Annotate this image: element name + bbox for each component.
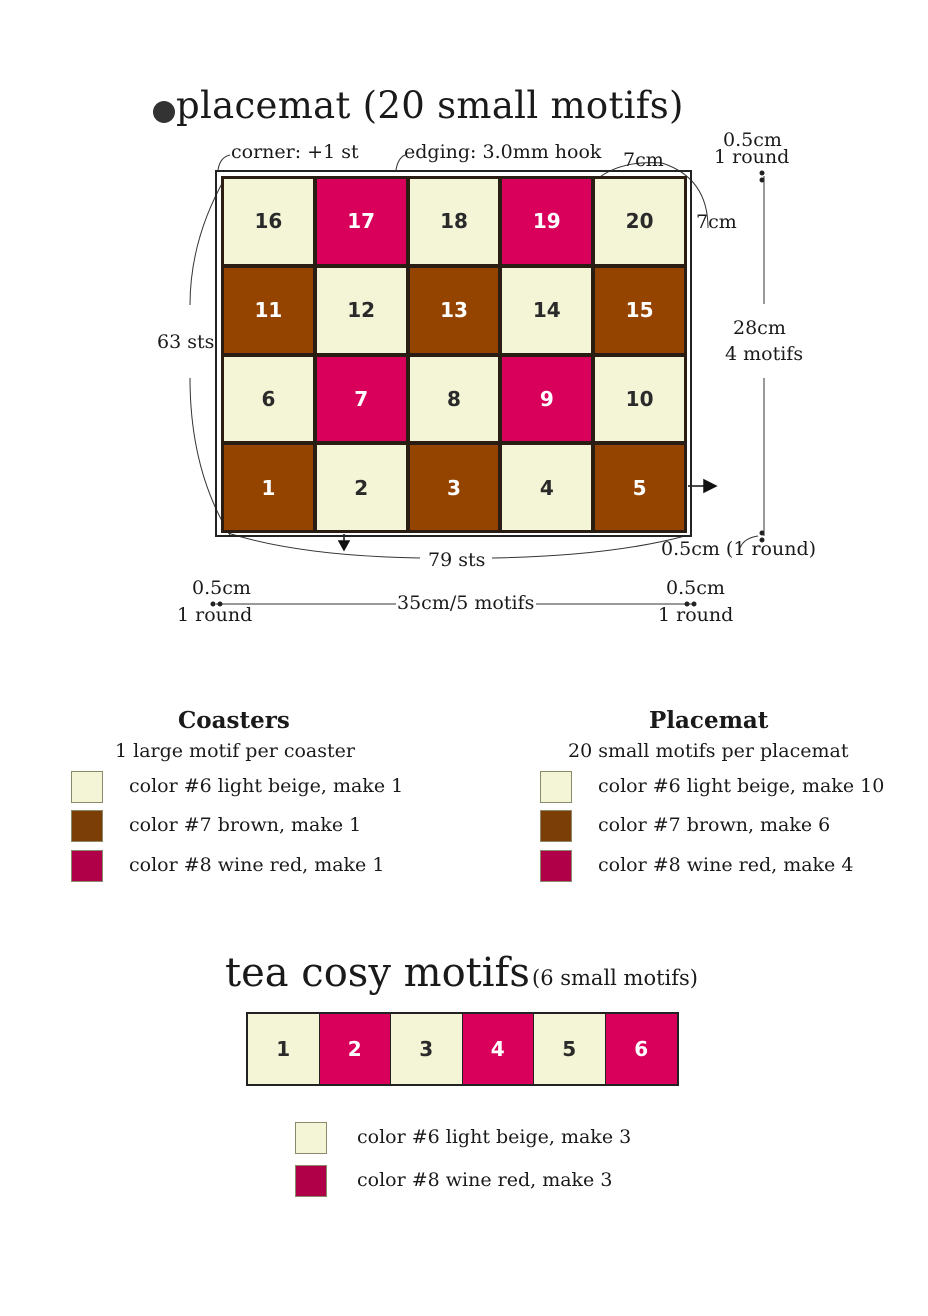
motif-4: 4	[502, 445, 591, 530]
height-motifs-label: 4 motifs	[725, 343, 804, 365]
coasters-subheading: 1 large motif per coaster	[115, 740, 355, 762]
motif-8: 8	[410, 357, 499, 442]
left-stitches-label: 63 sts	[157, 331, 215, 353]
motif-height-label: 7cm	[696, 211, 737, 233]
motif-19: 19	[502, 179, 591, 264]
height-cm-label: 28cm	[733, 317, 786, 339]
tea-cosy-motif-1: 1	[248, 1014, 320, 1084]
swatch-label: color #8 wine red, make 3	[357, 1169, 613, 1191]
motif-14: 14	[502, 268, 591, 353]
placemat-title: placemat (20 small motifs)	[176, 84, 684, 127]
edge-top-cm-label: 0.5cm	[723, 129, 782, 151]
tea-cosy-motif-4: 4	[463, 1014, 535, 1084]
motif-7: 7	[317, 357, 406, 442]
swatch-label: color #8 wine red, make 4	[598, 854, 854, 876]
motif-12: 12	[317, 268, 406, 353]
motif-3: 3	[410, 445, 499, 530]
swatch-label: color #6 light beige, make 3	[357, 1126, 632, 1148]
swatch-wine	[71, 850, 103, 882]
swatch-brown	[71, 810, 103, 842]
motif-13: 13	[410, 268, 499, 353]
swatch-label: color #8 wine red, make 1	[129, 854, 385, 876]
motif-1: 1	[224, 445, 313, 530]
motif-20: 20	[595, 179, 684, 264]
bottom-stitches-label: 79 sts	[428, 549, 486, 571]
edge-bottom-right-label: 0.5cm (1 round)	[661, 538, 817, 560]
motif-5: 5	[595, 445, 684, 530]
coasters-heading: Coasters	[178, 707, 290, 734]
motif-17: 17	[317, 179, 406, 264]
tea-cosy-motif-6: 6	[606, 1014, 678, 1084]
motif-2: 2	[317, 445, 406, 530]
placemat-legend-heading: Placemat	[649, 707, 769, 734]
total-width-label: 35cm/5 motifs	[397, 592, 535, 614]
tea-cosy-title: tea cosy motifs	[225, 950, 530, 996]
swatch-wine	[540, 850, 572, 882]
motif-11: 11	[224, 268, 313, 353]
edge-right-cm-label: 0.5cm	[666, 577, 725, 599]
edge-left-round-label: 1 round	[177, 604, 253, 626]
swatch-label: color #6 light beige, make 1	[129, 775, 404, 797]
corner-label: corner: +1 st	[231, 141, 359, 163]
swatch-brown	[540, 810, 572, 842]
edge-right-round-label: 1 round	[658, 604, 734, 626]
placemat-motif-grid	[221, 176, 687, 533]
motif-18: 18	[410, 179, 499, 264]
motif-9: 9	[502, 357, 591, 442]
edge-top-round-label: 1 round	[714, 146, 790, 168]
swatch-label: color #7 brown, make 6	[598, 814, 831, 836]
edge-left-cm-label: 0.5cm	[192, 577, 251, 599]
motif-10: 10	[595, 357, 684, 442]
swatch-label: color #7 brown, make 1	[129, 814, 362, 836]
swatch-wine	[295, 1165, 327, 1197]
motif-6: 6	[224, 357, 313, 442]
motif-width-label: 7cm	[623, 149, 664, 171]
tea-cosy-motif-strip	[246, 1012, 679, 1086]
edging-label: edging: 3.0mm hook	[404, 141, 602, 163]
tea-cosy-motif-5: 5	[534, 1014, 606, 1084]
swatch-beige	[71, 771, 103, 803]
tea-cosy-motif-2: 2	[320, 1014, 392, 1084]
motif-16: 16	[224, 179, 313, 264]
placemat-legend-subheading: 20 small motifs per placemat	[568, 740, 849, 762]
motif-15: 15	[595, 268, 684, 353]
swatch-label: color #6 light beige, make 10	[598, 775, 885, 797]
swatch-beige	[295, 1122, 327, 1154]
tea-cosy-motif-3: 3	[391, 1014, 463, 1084]
swatch-beige	[540, 771, 572, 803]
tea-cosy-subtitle: (6 small motifs)	[532, 966, 699, 990]
